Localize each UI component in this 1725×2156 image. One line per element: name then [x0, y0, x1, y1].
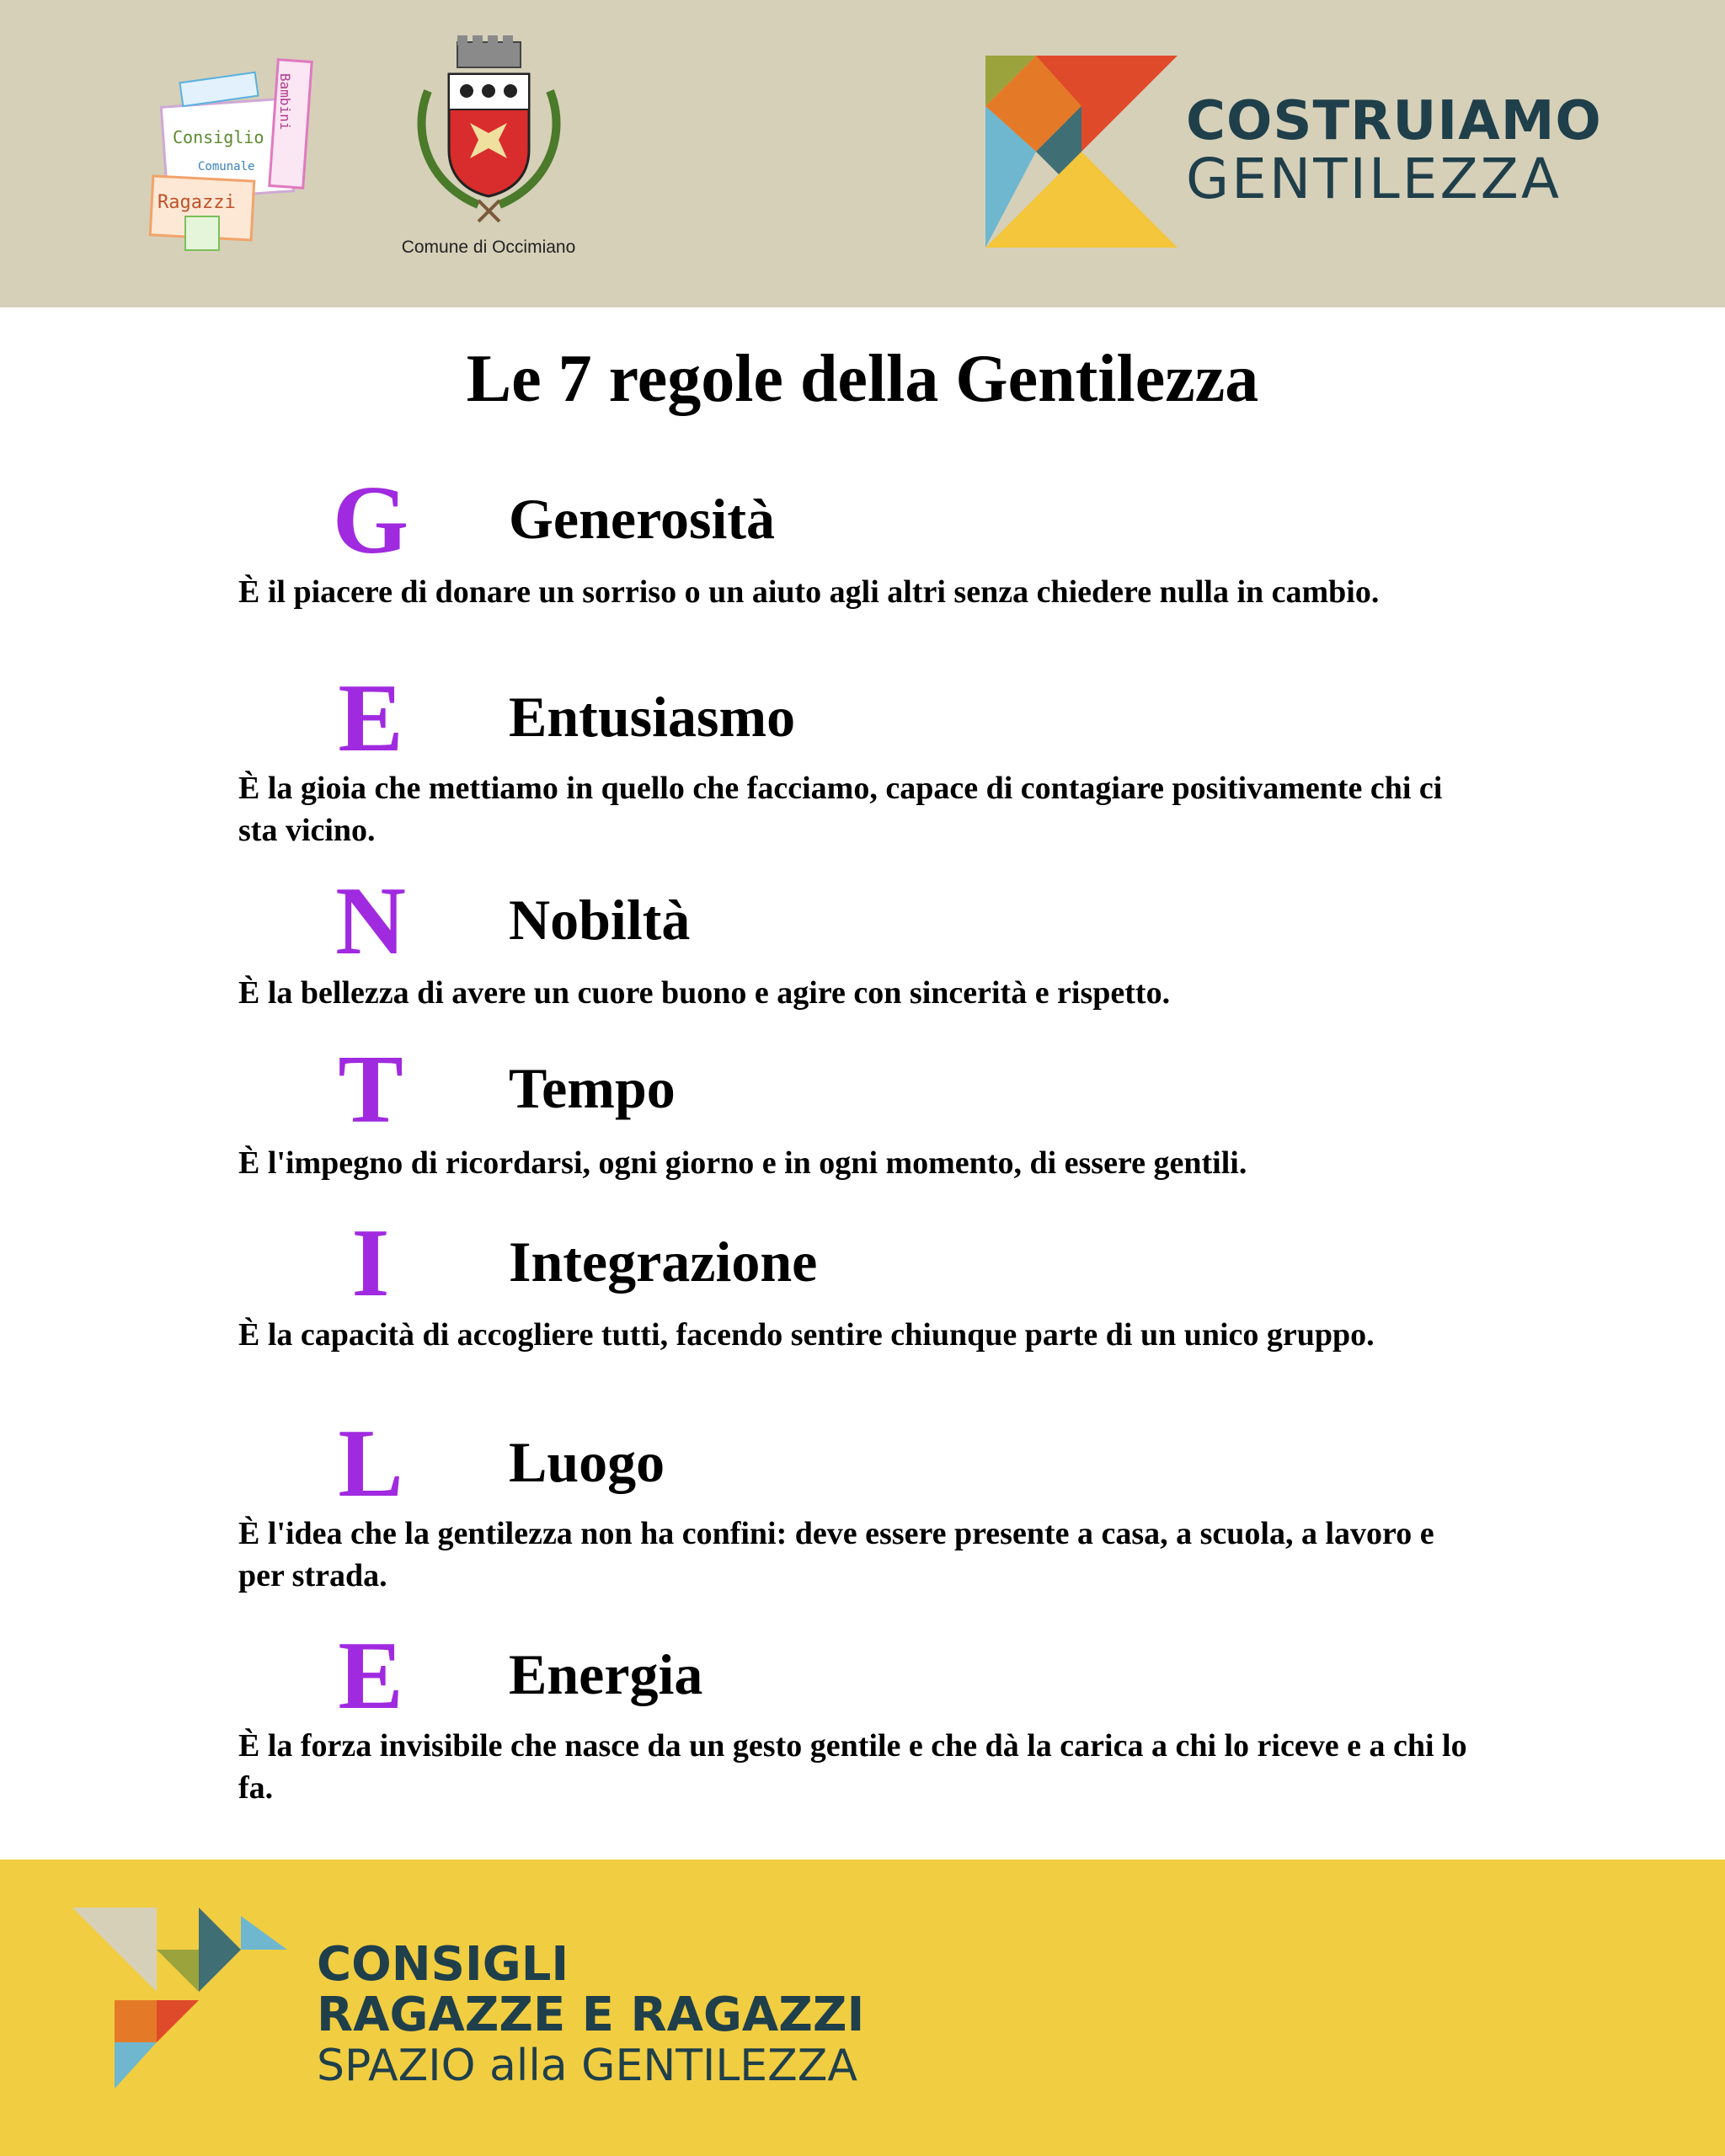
footer-title-line-1: CONSIGLI	[317, 1937, 569, 1992]
ccrr-logo	[147, 52, 328, 254]
ccrr-logo-line-2: Comunale	[198, 160, 255, 173]
consigli-ragazzi-logo-mark	[72, 1908, 287, 2089]
rule-letter: E	[338, 664, 403, 772]
rule-description: È l'impegno di ricordarsi, ogni giorno e in ogni momento, di essere gentili.	[238, 1145, 1247, 1181]
brand-subtitle: GENTILEZZA	[1186, 147, 1562, 211]
footer-title-line-2: RAGAZZE E RAGAZZI	[317, 1988, 865, 2042]
costruiamo-gentilezza-logo-mark	[985, 56, 1178, 248]
rule-word: Luogo	[509, 1430, 665, 1494]
rule-description: È la capacità di accogliere tutti, facendo sentire chiunque parte di un unico gruppo.	[238, 1317, 1375, 1353]
rule-word: Tempo	[509, 1056, 676, 1120]
page-title: Le 7 regole della Gentilezza	[466, 342, 1259, 416]
rule-letter: T	[338, 1036, 403, 1144]
ccrr-logo-line-4: Ragazzi	[158, 192, 236, 213]
brand-title: COSTRUIAMO	[1186, 90, 1602, 152]
rule-letter: I	[351, 1209, 390, 1317]
ccrr-logo-line-1: Consiglio	[173, 127, 264, 147]
rule-word: Integrazione	[509, 1230, 818, 1294]
rule-letter: G	[332, 467, 409, 574]
rule-description: È l'idea che la gentilezza non ha confini: deve essere presente a casa, a scuola, a lavoro e per strada.	[238, 1516, 1434, 1593]
occimiano-crest-emblem	[411, 32, 567, 227]
rule-description: È il piacere di donare un sorriso o un aiuto agli altri senza chiedere nulla in cambio.	[238, 574, 1380, 610]
rule-letter: E	[338, 1622, 403, 1730]
rule-description: È la gioia che mettiamo in quello che facciamo, capace di contagiare positivamente chi ci sta vicino.	[238, 771, 1443, 848]
rule-letter: L	[338, 1410, 403, 1518]
rule-word: Nobiltà	[509, 888, 691, 952]
rule-letter: N	[335, 867, 406, 975]
rule-word: Generosità	[509, 487, 776, 551]
rule-description: È la forza invisibile che nasce da un gesto gentile e che dà la carica a chi lo riceve e a chi lo fa.	[238, 1728, 1467, 1806]
rule-word: Energia	[509, 1642, 703, 1706]
rule-word: Entusiasmo	[509, 685, 796, 749]
rule-description: È la bellezza di avere un cuore buono e agire con sincerità e rispetto.	[238, 975, 1171, 1011]
ccrr-logo-line-3: Bambini	[277, 73, 293, 131]
crest-caption: Comune di Occimiano	[401, 237, 576, 257]
footer-tagline: SPAZIO alla GENTILEZZA	[317, 2041, 857, 2091]
